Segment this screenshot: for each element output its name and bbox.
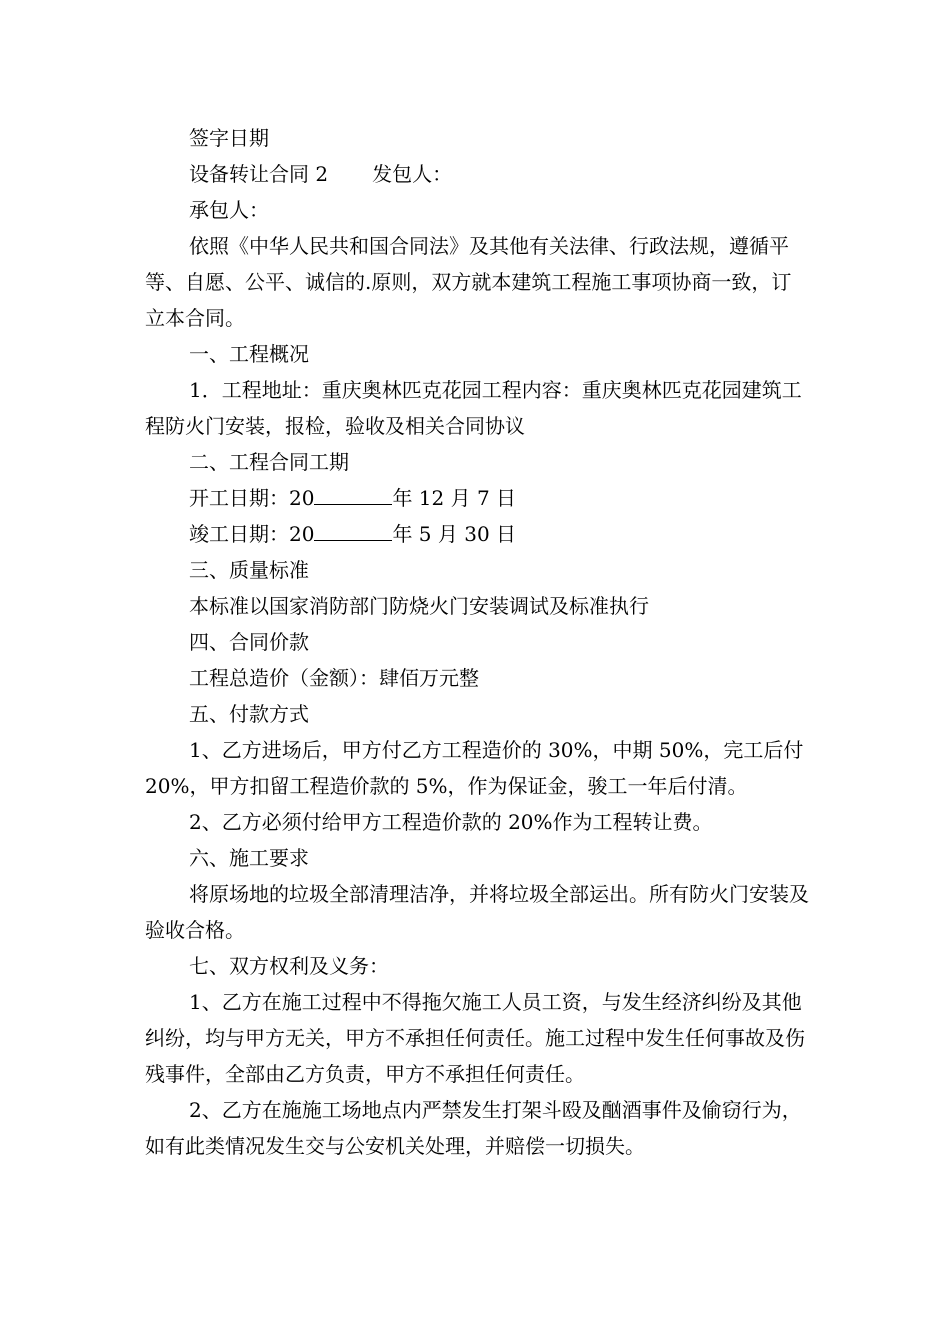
contract-title-line xyxy=(145,156,810,192)
end-date-suffix: 年 5 月 30 日 xyxy=(392,522,517,546)
section-heading-4: 四、合同价款 xyxy=(189,630,309,654)
intro-paragraph: 依照《中华人民共和国合同法》及其他有关法律、行政法规，遵循平等、自愿、公平、诚信的.原则，双方就本建筑工程施工事项协商一致，订立本合同。 xyxy=(145,234,792,330)
section-heading-5: 五、付款方式 xyxy=(189,702,309,726)
start-date-line xyxy=(145,480,810,516)
section-4-body: 工程总造价（金额）：肆佰万元整 xyxy=(189,666,479,690)
start-date-prefix: 开工日期：20 xyxy=(189,486,315,510)
employer-label: 发包人： xyxy=(372,162,453,186)
section-3-body: 本标准以国家消防部门防烧火门安装调试及标准执行 xyxy=(189,594,649,618)
section-7-item-2: 2、乙方在施施工场地点内严禁发生打架斗殴及酗酒事件及偷窃行为，如有此类情况发生交与公安机关处理，并赔偿一切损失。 xyxy=(145,1098,802,1158)
start-date-suffix: 年 12 月 7 日 xyxy=(392,486,517,510)
section-5-item-2: 2、乙方必须付给甲方工程造价款的 20%作为工程转让费。 xyxy=(189,810,713,834)
contract-title: 设备转让合同 2 xyxy=(189,162,329,186)
end-date-blank xyxy=(314,522,392,541)
end-date-prefix: 竣工日期：20 xyxy=(189,522,315,546)
section-5-item-1: 1、乙方进场后，甲方付乙方工程造价的 30%，中期 50%，完工后付 20%，甲方扣留工程造价款的 5%，作为保证金，骏工一年后付清。 xyxy=(145,738,810,798)
start-date-blank xyxy=(314,486,392,505)
section-heading-1: 一、工程概况 xyxy=(189,342,309,366)
section-1-item-1: 1．工程地址：重庆奥林匹克花园工程内容：重庆奥林匹克花园建筑工程防火门安装，报检，验收及相关合同协议 xyxy=(145,378,802,438)
sign-date-line: 签字日期 xyxy=(189,126,269,150)
contractor-label: 承包人： xyxy=(189,198,269,222)
section-heading-6: 六、施工要求 xyxy=(189,846,309,870)
document-body xyxy=(145,120,810,1164)
section-heading-2: 二、工程合同工期 xyxy=(189,450,349,474)
end-date-line xyxy=(145,516,810,552)
section-heading-3: 三、质量标准 xyxy=(189,558,309,582)
section-6-body: 将原场地的垃圾全部清理洁净，并将垃圾全部运出。所有防火门安装及验收合格。 xyxy=(145,882,809,942)
section-heading-7: 七、双方权利及义务： xyxy=(189,954,389,978)
section-7-item-1: 1、乙方在施工过程中不得拖欠施工人员工资，与发生经济纠纷及其他纠纷，均与甲方无关，甲方不承担任何责任。施工过程中发生任何事故及伤残事件，全部由乙方负责，甲方不承担任何责任。 xyxy=(145,990,805,1086)
